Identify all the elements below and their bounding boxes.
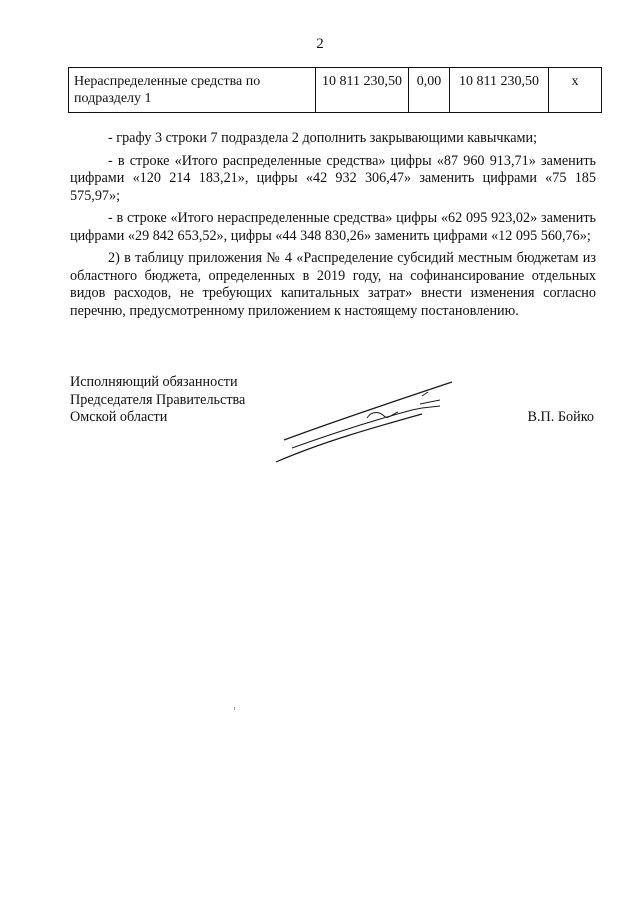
budget-table <box>68 67 602 113</box>
table-cell-x: x <box>549 68 602 113</box>
paragraph-4: 2) в таблицу приложения № 4 «Распределение субсидий местным бюджетам из областного бюджета, определенных в 2019 году, на софинансирование отдельных видов расходов, не требующих капитальных затрат» внести изменения согласно перечню, предусмотренному приложением к настоящему постановлению. <box>70 250 596 319</box>
paragraph-1: - графу 3 строки 7 подраздела 2 дополнить закрывающими кавычками; <box>108 130 538 146</box>
signatory-line-2: Председателя Правительства <box>70 391 246 408</box>
table-cell-amount: 10 811 230,50 <box>450 68 549 113</box>
paragraph-3: - в строке «Итого нераспределенные средства» цифры «62 095 923,02» заменить цифрами «29 842 653,52», цифры «44 348 830,26» заменить цифрами «12 095 560,76»; <box>70 210 596 244</box>
signatory-line-1: Исполняющий обязанности <box>70 374 238 390</box>
signatory-line-3: Омской области <box>70 409 168 425</box>
signatory-title <box>70 374 245 427</box>
document-body <box>70 130 596 325</box>
table-cell-total: 10 811 230,50 <box>316 68 409 113</box>
table-cell-name: Нераспределенные средства по подразделу 1 <box>69 68 316 113</box>
paragraph-2: - в строке «Итого распределенные средства» цифры «87 960 913,71» заменить цифрами «120 214 183,21», цифры «42 932 306,47» заменить цифрами «75 185 575,97»; <box>70 152 596 204</box>
signatory-name: В.П. Бойко <box>527 409 594 425</box>
handwritten-signature <box>272 378 462 473</box>
scan-speck <box>234 707 235 710</box>
page-number: 2 <box>316 36 324 52</box>
table-cell-zero: 0,00 <box>409 68 450 113</box>
table-row <box>69 68 602 113</box>
